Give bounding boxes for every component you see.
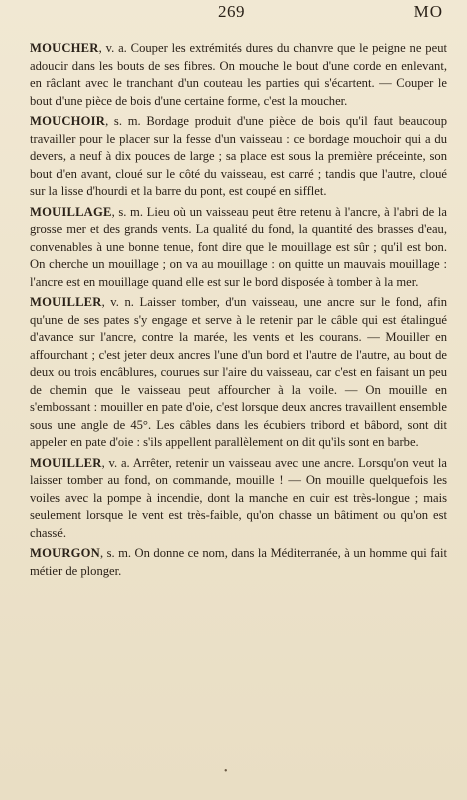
entry-mourgon [30,545,447,580]
entry-mouillage [30,204,447,292]
headword: MOUILLER [30,295,102,309]
headword: MOUILLAGE [30,204,112,219]
entry-mouiller-vn [30,294,447,452]
headword: MOURGON [30,546,100,560]
definition: , v. a. Arrêter, retenir un vaisseau avec une ancre. Lorsqu'on veut la laisser tomber au fond, on commande, mouille ! — On mouille quelquefois les voiles avec la pompe à incendie, dont la manche en cuir est très-longue ; mais seulement lorsque le vent est très-faible, qu'on chasse un bâtiment ou qu'on est chassé. [30,455,447,540]
page-body [30,40,447,583]
headword: MOUCHER [30,41,99,55]
entry-mouiller-va [30,455,447,543]
print-mark-dot: • [224,766,228,777]
entry-moucher [30,40,447,110]
entry-mouchoir [30,113,447,201]
definition: , s. m. Lieu où un vaisseau peut être retenu à l'ancre, à l'abri de la grosse mer et des grands vents. La qualité du fond, la quantité des brasses d'eau, convenables à une bonne tenue, font dire que le mouillage est sûr ; qu'il est bon. On cherche un mouillage ; on va au mouillage : on quitte un mauvais mouillage : l'ancre est en mouillage quand elle est sur le bord disposée à tomber à la mer. [30,204,447,289]
headword: MOUILLER [30,455,102,470]
definition: , s. m. On donne ce nom, dans la Méditerranée, à un homme qui fait métier de plonger. [30,546,447,578]
definition: , s. m. Bordage produit d'une pièce de bois qu'il faut beaucoup travailler pour le placer sur la fesse d'un vaisseau : ce bordage mouchoir qui a du devers, a neuf à dix pouces de large ; sa place est sous la première préceinte, son bout d'en avant, cloué sur le côté du vaisseau, est carré ; tandis que l'autre, cloué sur la lisse d'hourdi et la barre du pont, est coupé en sifflet. [30,114,447,198]
definition: , v. n. Laisser tomber, d'un vaisseau, une ancre sur le fond, afin qu'une de ses pates s'y engage et serve à le retenir par le câble qui est étalingué d'avance sur l'ancre, contre la marée, les vents et les courans. — Mouiller en affourchant ; c'est jeter deux ancres l'une d'un bord et l'autre de l'autre, au bout de deux ou trois encâblures, courues sur l'aire du vaisseau, car c'est en faisant un peu de chemin que le vaisseau peut affourcher à la voile. — On mouille en s'embossant : mouiller en pate d'oie, c'est lorsque deux ancres travaillent ensemble sous une angle de 45°. Les câbles dans les écubiers tribord et bâbord, sont dit appeler en pate d'oie : s'ils appellent parallèlement on dit qu'ils sont en barbe. [30,295,447,449]
page-number: 269 [218,2,245,21]
page-header [0,2,467,24]
headword: MOUCHOIR [30,114,106,128]
running-head: MO [413,2,443,21]
definition: , v. a. Couper les extrémités dures du chanvre que le peigne ne peut adoucir dans les bouts de ses fibres. On mouche le bout d'une corde en enlevant, en râclant avec le tranchant d'un couteau les parties qui s'écartent. — Couper le bout d'une pièce de bois d'une certaine forme, c'est la moucher. [30,41,447,108]
